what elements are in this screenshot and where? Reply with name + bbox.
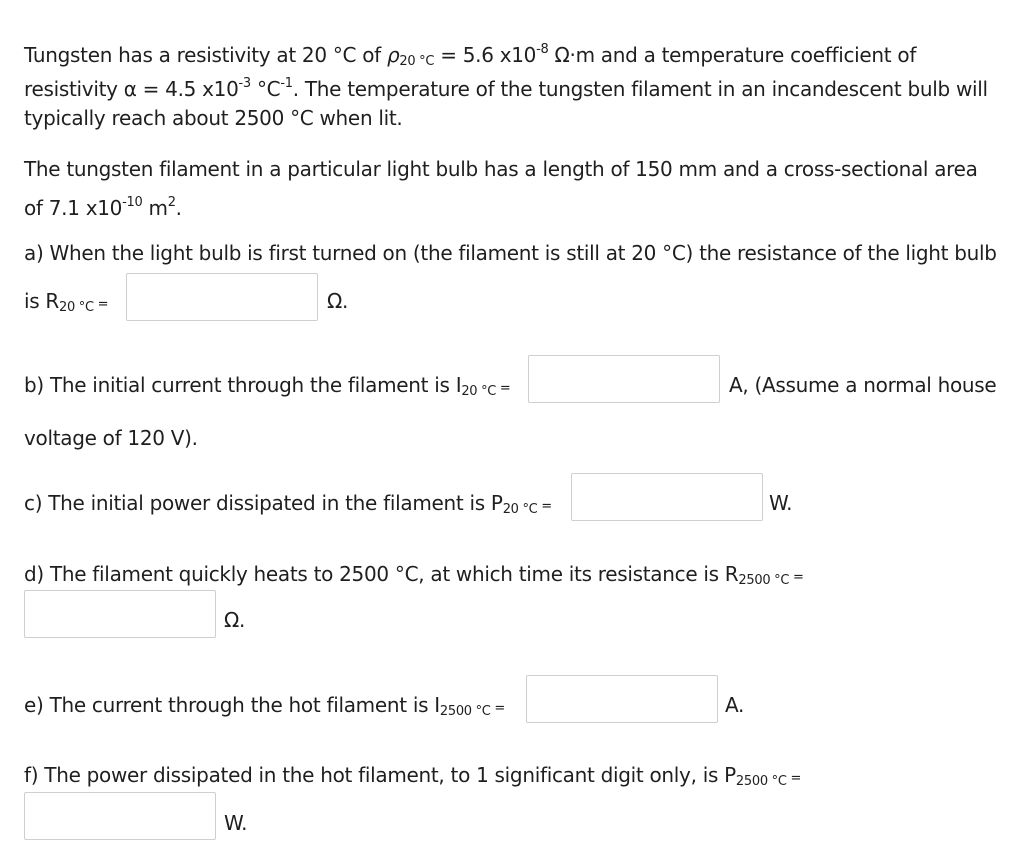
area-exponent: -10	[122, 195, 143, 210]
unit-d: Ω.	[224, 608, 246, 632]
intro-text: °C	[250, 77, 281, 101]
question-text: is R	[24, 289, 60, 313]
subscript: 20 °C	[461, 384, 497, 399]
question-c-label	[24, 486, 552, 527]
intro-text: . The temperature of the tungsten filament in an incandescent bulb will	[292, 77, 988, 101]
answer-c-input[interactable]	[571, 473, 763, 521]
rho-subscript: 20 °C	[399, 54, 435, 69]
answer-b-input[interactable]	[528, 355, 720, 403]
unit-e: A.	[725, 693, 745, 717]
answer-d-input[interactable]	[24, 590, 216, 638]
question-text: f) The power dissipated in the hot filament, to 1 significant digit only, is P	[24, 763, 736, 787]
unit-c: W.	[769, 491, 793, 515]
subscript: 20 °C	[502, 502, 538, 517]
intro-text: of 7.1 x10	[24, 196, 123, 220]
equals-sign: =	[490, 701, 506, 716]
intro-p2-line-2	[24, 186, 182, 225]
alpha-exponent: -3	[238, 76, 251, 91]
question-a-label	[24, 284, 108, 325]
question-text: c) The initial power dissipated in the filament is P	[24, 491, 503, 515]
question-text: d) The filament quickly heats to 2500 °C, at which time its resistance is R	[24, 562, 739, 586]
rho-exponent: -8	[536, 42, 549, 57]
answer-e-input[interactable]	[526, 675, 718, 723]
answer-f-input[interactable]	[24, 792, 216, 840]
subscript: 20 °C	[59, 300, 94, 315]
equals-sign: =	[786, 771, 802, 786]
question-b-line-2: voltage of 120 V).	[24, 426, 198, 450]
intro-line-3: typically reach about 2500 °C when lit.	[24, 106, 403, 130]
intro-p2-line-1: The tungsten filament in a particular light bulb has a length of 150 mm and a cross-sectional area	[24, 157, 978, 181]
question-text: e) The current through the hot filament is I	[24, 693, 440, 717]
question-a-line-1: a) When the light bulb is first turned on (the filament is still at 20 °C) the resistance of the light bulb	[24, 241, 997, 265]
unit-a: Ω.	[327, 289, 349, 313]
intro-text: Ω·m and a temperature coefficient of	[548, 43, 917, 67]
subscript: 2500 °C	[735, 774, 787, 789]
alpha-unit-exponent: -1	[280, 76, 293, 91]
question-text: b) The initial current through the filament is I	[24, 373, 462, 397]
question-b-label	[24, 368, 511, 409]
intro-text: Tungsten has a resistivity at 20 °C of	[24, 43, 387, 67]
intro-text: resistivity α = 4.5 x10	[24, 77, 239, 101]
subscript: 2500 °C	[738, 573, 790, 588]
equals-sign: =	[93, 297, 109, 312]
answer-a-input[interactable]	[126, 273, 318, 321]
unit-f: W.	[224, 811, 248, 835]
question-b-after: A, (Assume a normal house	[729, 373, 997, 397]
equals-sign: =	[537, 499, 552, 514]
intro-text: m	[142, 196, 168, 220]
area-unit-exponent: 2	[167, 195, 176, 210]
equals-sign: =	[789, 570, 804, 585]
equals-sign: =	[496, 381, 511, 396]
subscript: 2500 °C	[439, 704, 491, 719]
intro-text: .	[175, 196, 182, 220]
intro-text: = 5.6 x10	[434, 43, 537, 67]
question-e-label	[24, 688, 505, 729]
rho-symbol: ρ	[386, 43, 400, 67]
